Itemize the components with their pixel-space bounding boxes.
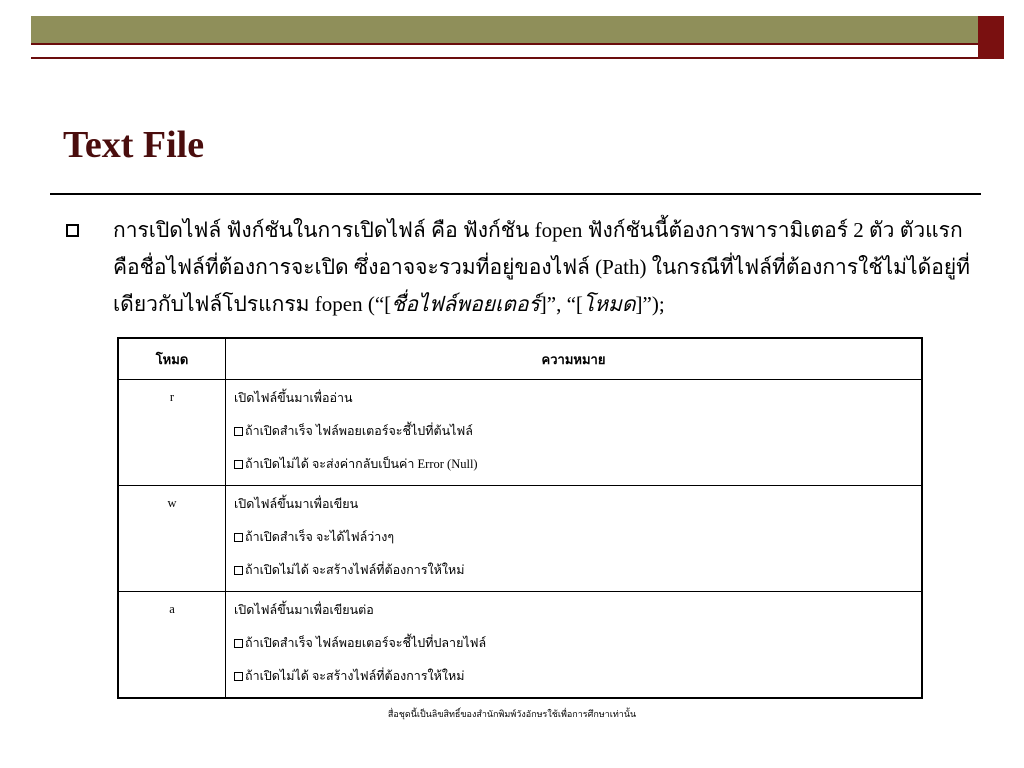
meaning-line: [234, 664, 921, 697]
slide-title: Text File: [63, 124, 205, 166]
meaning-line: [234, 631, 921, 664]
meaning-line: [234, 452, 921, 485]
meaning-cell: [226, 380, 923, 486]
checkbox-bullet-icon: [234, 672, 243, 681]
meaning-cell: [226, 486, 923, 592]
mode-cell: w: [118, 486, 226, 592]
header-accent-square-lower: [978, 43, 1004, 59]
checkbox-bullet-icon: [234, 566, 243, 575]
checkbox-bullet-icon: [234, 460, 243, 469]
header-stripe: [31, 43, 978, 59]
mode-cell: r: [118, 380, 226, 486]
meaning-text: ถ้าเปิดไม่ได้ จะสร้างไฟล์ที่ต้องการให้ใหม่: [245, 563, 465, 577]
table-header-row: [118, 338, 922, 380]
meaning-text: ถ้าเปิดสำเร็จ ไฟล์พอยเตอร์จะชี้ไปที่ต้นไฟล์: [245, 424, 473, 438]
meaning-line: [234, 558, 921, 591]
square-bullet-icon: [66, 224, 79, 237]
table-row: [118, 486, 922, 592]
paragraph-mid: ]”, “[: [539, 292, 583, 316]
meaning-line: เปิดไฟล์ขึ้นมาเพื่ออ่าน: [234, 391, 353, 405]
meaning-line: [234, 419, 921, 452]
meaning-text: ถ้าเปิดไม่ได้ จะส่งค่ากลับเป็นค่า Error (Null): [245, 457, 478, 471]
checkbox-bullet-icon: [234, 639, 243, 648]
paragraph-arg2: โหมด: [582, 292, 636, 316]
mode-cell: a: [118, 592, 226, 699]
paragraph-lead: การเปิดไฟล์ ฟังก์ชันในการเปิดไฟล์ คือ ฟังก์ชัน fopen ฟังก์ชันนี้ต้องการพารามิเตอร์ 2 ตัว ตัวแรกคือชื่อไฟล์ที่ต้องการจะเปิด ซึ่งอาจจะรวมที่อยู่ของไฟล์ (Path) ในกรณีที่ไฟล์ที่ต้องการใช้ไม่ได้อยู่ที่เดียวกับไฟล์โปรแกรม fopen (“[: [113, 218, 970, 316]
title-divider: [50, 193, 981, 195]
header-meaning: ความหมาย: [226, 338, 923, 380]
meaning-text: ถ้าเปิดไม่ได้ จะสร้างไฟล์ที่ต้องการให้ใหม่: [245, 669, 465, 683]
header-bar: [31, 16, 978, 43]
checkbox-bullet-icon: [234, 533, 243, 542]
body-paragraph: [113, 212, 973, 323]
table-row: [118, 592, 922, 699]
header-mode: โหมด: [118, 338, 226, 380]
header-accent-square: [978, 16, 1004, 43]
checkbox-bullet-icon: [234, 427, 243, 436]
table-row: [118, 380, 922, 486]
paragraph-tail: ]”);: [635, 292, 665, 316]
meaning-line: เปิดไฟล์ขึ้นมาเพื่อเขียน: [234, 497, 359, 511]
meaning-cell: [226, 592, 923, 699]
meaning-line: เปิดไฟล์ขึ้นมาเพื่อเขียนต่อ: [234, 603, 374, 617]
paragraph-arg1: ชื่อไฟล์พอยเตอร์: [391, 292, 540, 316]
copyright-footer: สื่อชุดนี้เป็นลิขสิทธิ์ของสำนักพิมพ์วังอักษรใช้เพื่อการศึกษาเท่านั้น: [387, 709, 637, 719]
meaning-text: ถ้าเปิดสำเร็จ จะได้ไฟล์ว่างๆ: [245, 530, 395, 544]
meaning-text: ถ้าเปิดสำเร็จ ไฟล์พอยเตอร์จะชี้ไปที่ปลายไฟล์: [245, 636, 487, 650]
meaning-line: [234, 525, 921, 558]
file-mode-table: [117, 337, 923, 699]
